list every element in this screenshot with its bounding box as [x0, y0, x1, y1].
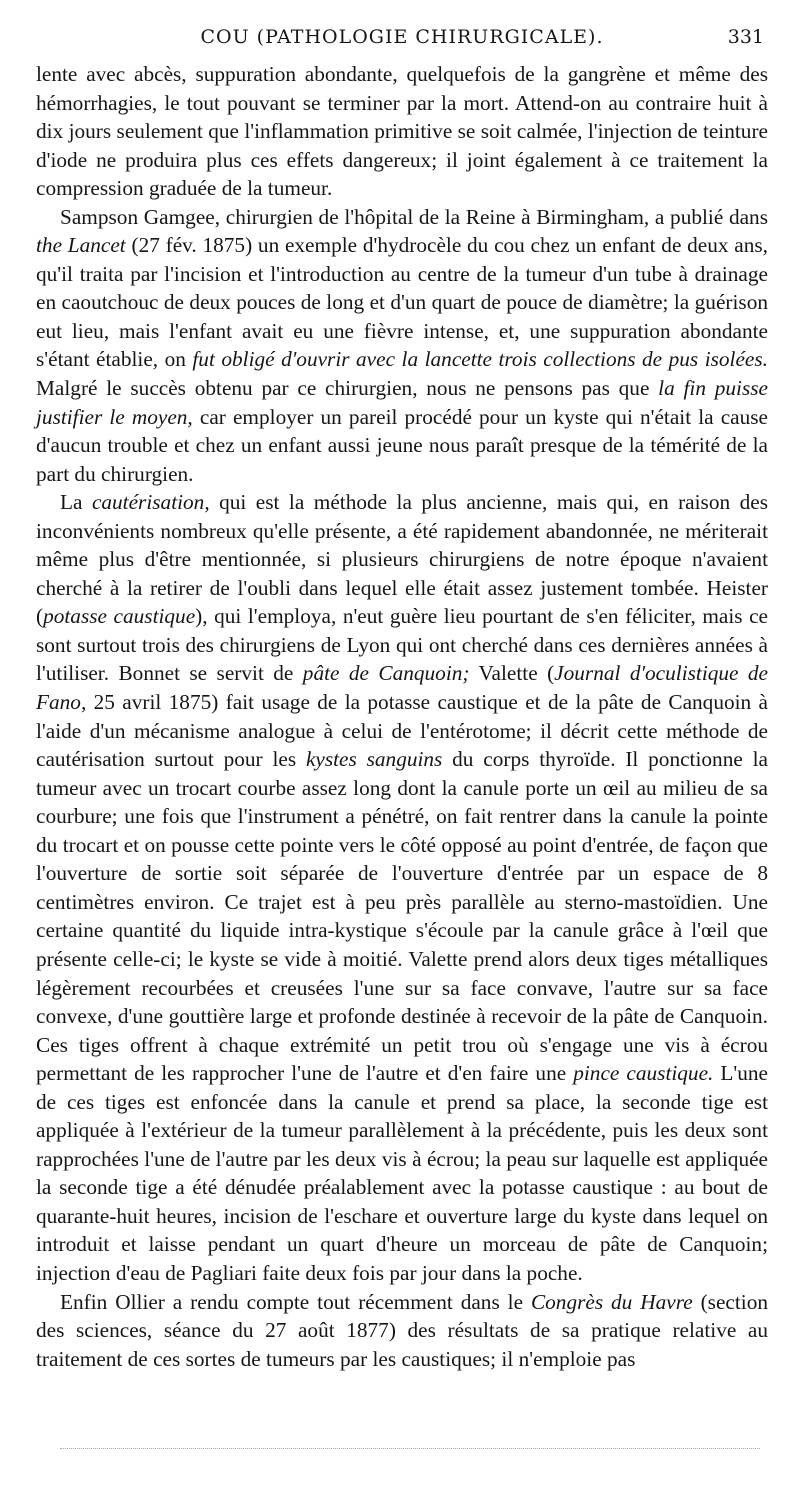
- paragraph: [36, 488, 768, 1287]
- page-header: [36, 26, 768, 60]
- italic-text: la fin puisse justifier le moyen,: [36, 376, 768, 429]
- running-head: COU (PATHOLOGIE CHIRURGICALE).: [200, 26, 604, 48]
- text-run: car employer un pareil procédé pour un kyste qui n'était la cause d'aucun trouble et chez un enfant aussi jeune nous paraît presque de la témérité de la part du chirurgien.: [36, 404, 768, 486]
- text-run: (section des sciences, séance du 27 août 1877) des résultats de sa pratique relative au traitement de ces sortes de tumeurs par les caustiques; il n'emploie pas: [36, 1289, 768, 1371]
- page-number: 331: [727, 26, 764, 48]
- text-run: Sampson Gamgee, chirurgien de l'hôpital de la Reine à Birmingham, a publié dans: [60, 204, 768, 229]
- paragraph: [36, 60, 768, 203]
- text-run: Valette (: [469, 661, 555, 686]
- text-run: La: [60, 490, 92, 515]
- italic-text: pince caustique.: [573, 1061, 714, 1086]
- text-run: qui est la méthode la plus ancienne, mais qui, en raison des inconvénients nombreux qu'elle présente, a été rapidement abandonnée, ne mériterait même plus d'être mentionnée, si plusieurs chirurgiens de notre époque n'avaient cherché à la retirer de l'oubli dans lequel elle était assez justement tombée. Heister (: [36, 490, 768, 629]
- paragraph: [36, 203, 768, 488]
- text-run: du corps thyroïde. Il ponctionne la tumeur avec un trocart courbe assez long dont la canule porte un œil au milieu de sa courbure; une fois que l'instrument a pénétré, on fait rentrer dans la canule la pointe du trocart et on pousse cette pointe vers le côté opposé au point d'entrée, de façon que l'ouverture de sortie soit séparée de l'ouverture d'entrée par un espace de 8 centimètres environ. Ce trajet est à peu près parallèle au sterno-mastoïdien. Une certaine quantité du liquide intra-kystique s'écoule par la canule grâce à l'œil que présente celle-ci; le kyste se vide à moitié. Valette prend alors deux tiges métalliques légèrement recourbées et creusées l'une sur sa face convave, l'autre sur sa face convexe, d'une gouttière large et profonde destinée à recevoir de la pâte de Canquoin. Ces tiges offrent à chaque extrémité un petit trou où s'engage une vis à écrou permettant de les rapprocher l'une de l'autre et d'en faire une: [36, 747, 768, 1086]
- text-run: lente avec abcès, suppuration abondante, quelquefois de la gangrène et même des hémorrhagies, le tout pouvant se terminer par la mort. Attend-on au contraire huit à dix jours seulement que l'inflammation primitive se soit calmée, l'injection de teinture d'iode ne produira plus ces effets dangereux; il joint également à ce traitement la compression graduée de la tumeur.: [36, 62, 768, 201]
- footer-rule: [60, 1448, 760, 1449]
- text-run: (27 fév. 1875) un exemple d'hydrocèle du cou chez un enfant de deux ans, qu'il traita par l'incision et l'introduction au centre de la tumeur d'un tube à drainage en caoutchouc de deux pouces de long et d'un quart de pouce de diamètre; la guérison eut lieu, mais l'enfant avait eu une fièvre intense, et, une suppuration abondante s'étant établie, on: [36, 233, 768, 372]
- italic-text: pâte de Canquoin;: [302, 661, 470, 686]
- paragraph: [36, 1288, 768, 1374]
- italic-text: Journal d'oculistique de Fano,: [36, 661, 769, 715]
- body-text: [36, 60, 768, 1373]
- italic-text: potasse caustique: [43, 604, 196, 629]
- text-run: Enfin Ollier a rendu compte tout récemment dans le: [60, 1289, 531, 1314]
- text-run: L'une de ces tiges est enfoncée dans la canule et prend sa place, la seconde tige est appliquée à l'extérieur de la tumeur parallèlement à la précédente, puis les deux sont rapprochées l'une de l'autre par les deux vis à écrou; la peau sur laquelle est appliquée la seconde tige a été dénudée préalablement avec la potasse caustique : au bout de quarante-huit heures, incision de l'eschare et ouverture large du kyste dans lequel on introduit et laisse pendant un quart d'heure un morceau de pâte de Canquoin; injection d'eau de Pagliari faite deux fois par jour dans la poche.: [36, 1061, 769, 1285]
- page: [36, 26, 768, 1373]
- italic-text: Congrès du Havre: [530, 1289, 693, 1314]
- italic-text: the Lancet: [36, 233, 126, 258]
- italic-text: cautérisation,: [91, 490, 210, 515]
- italic-text: fut obligé d'ouvrir avec la lancette trois collections de pus isolées.: [192, 347, 768, 372]
- text-run: ), qui l'employa, n'eut guère lieu pourtant de s'en féliciter, mais ce sont surtout trois des chirurgiens de Lyon qui ont cherché dans ces dernières années à l'utiliser. Bonnet se servit de: [36, 604, 768, 686]
- text-run: Malgré le succès obtenu par ce chirurgien, nous ne pensons pas que: [36, 376, 659, 401]
- italic-text: kystes sanguins: [305, 747, 443, 772]
- text-run: 25 avril 1875) fait usage de la potasse caustique et de la pâte de Canquoin à l'aide d'un mécanisme analogue à celui de l'entérotome; il décrit cette méthode de cautérisation surtout pour les: [36, 690, 768, 772]
